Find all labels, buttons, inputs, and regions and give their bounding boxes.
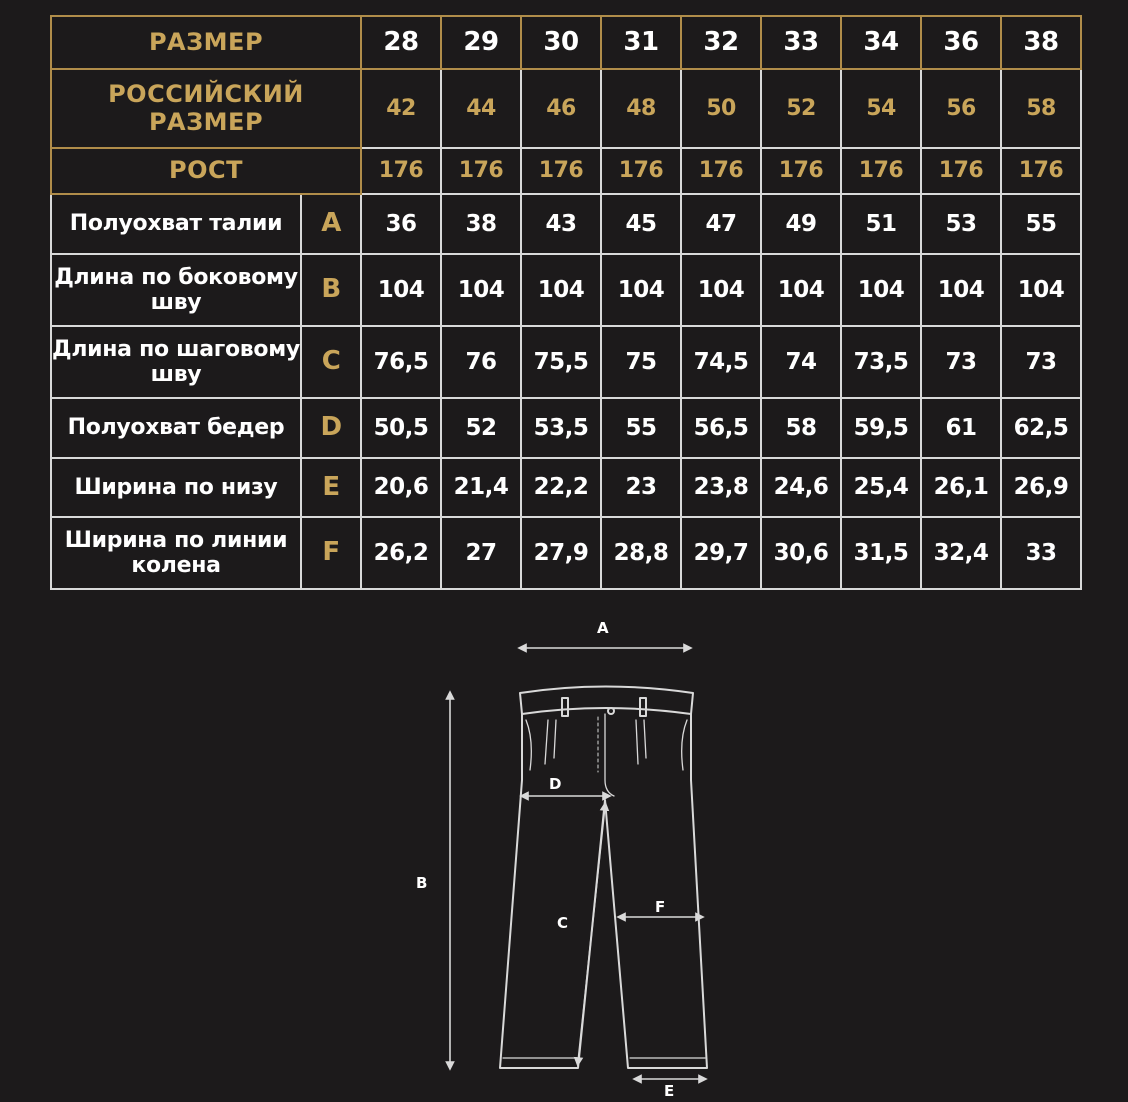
measurement-cell: 32,4 bbox=[921, 517, 1001, 589]
measurement-label: Длина по шаговому шву bbox=[51, 326, 301, 398]
measurement-cell: 28,8 bbox=[601, 517, 681, 589]
measurement-cell: 76,5 bbox=[361, 326, 441, 398]
measurement-cell: 76 bbox=[441, 326, 521, 398]
measurement-label: Длина по боковому шву bbox=[51, 254, 301, 326]
size-cell: 36 bbox=[921, 16, 1001, 69]
size-cell: 30 bbox=[521, 16, 601, 69]
measurement-cell: 73,5 bbox=[841, 326, 921, 398]
measurement-cell: 56,5 bbox=[681, 398, 761, 458]
measurement-cell: 104 bbox=[841, 254, 921, 326]
height-cell: 176 bbox=[761, 148, 841, 194]
size-header-row bbox=[51, 16, 1081, 69]
trousers-diagram bbox=[0, 600, 1128, 1102]
measurement-letter: E bbox=[301, 458, 361, 517]
measurement-letter: A bbox=[301, 194, 361, 254]
dimension-label-f: F bbox=[655, 898, 666, 916]
height-cell: 176 bbox=[601, 148, 681, 194]
dimension-label-d: D bbox=[549, 775, 562, 793]
size-cell: 33 bbox=[761, 16, 841, 69]
measurement-label: Полуохват талии bbox=[51, 194, 301, 254]
size-cell: 31 bbox=[601, 16, 681, 69]
measurement-cell: 31,5 bbox=[841, 517, 921, 589]
russian-size-cell: 58 bbox=[1001, 69, 1081, 148]
measurement-cell: 58 bbox=[761, 398, 841, 458]
measurement-cell: 104 bbox=[681, 254, 761, 326]
measurement-cell: 50,5 bbox=[361, 398, 441, 458]
measurement-cell: 104 bbox=[1001, 254, 1081, 326]
dimension-label-e: E bbox=[664, 1082, 675, 1100]
measurement-cell: 21,4 bbox=[441, 458, 521, 517]
measurement-cell: 24,6 bbox=[761, 458, 841, 517]
measurement-letter: B bbox=[301, 254, 361, 326]
measurement-row-b bbox=[51, 254, 1081, 326]
size-label: РАЗМЕР bbox=[51, 16, 361, 69]
measurement-cell: 26,1 bbox=[921, 458, 1001, 517]
russian-size-cell: 54 bbox=[841, 69, 921, 148]
size-cell: 28 bbox=[361, 16, 441, 69]
measurement-letter: C bbox=[301, 326, 361, 398]
measurement-row-a bbox=[51, 194, 1081, 254]
measurement-cell: 36 bbox=[361, 194, 441, 254]
height-cell: 176 bbox=[361, 148, 441, 194]
measurement-cell: 55 bbox=[1001, 194, 1081, 254]
height-cell: 176 bbox=[681, 148, 761, 194]
measurement-cell: 22,2 bbox=[521, 458, 601, 517]
measurement-cell: 55 bbox=[601, 398, 681, 458]
measurement-cell: 104 bbox=[921, 254, 1001, 326]
measurement-cell: 27 bbox=[441, 517, 521, 589]
height-cell: 176 bbox=[921, 148, 1001, 194]
measurement-cell: 26,2 bbox=[361, 517, 441, 589]
measurement-label: Полуохват бедер bbox=[51, 398, 301, 458]
trousers-illustration bbox=[0, 600, 1128, 1102]
measurement-label: Ширина по линии колена bbox=[51, 517, 301, 589]
measurement-cell: 104 bbox=[761, 254, 841, 326]
measurement-label: Ширина по низу bbox=[51, 458, 301, 517]
measurement-cell: 52 bbox=[441, 398, 521, 458]
measurement-cell: 30,6 bbox=[761, 517, 841, 589]
measurement-cell: 74 bbox=[761, 326, 841, 398]
measurement-row-d bbox=[51, 398, 1081, 458]
measurement-cell: 43 bbox=[521, 194, 601, 254]
size-cell: 32 bbox=[681, 16, 761, 69]
size-cell: 38 bbox=[1001, 16, 1081, 69]
measurement-cell: 49 bbox=[761, 194, 841, 254]
measurement-cell: 62,5 bbox=[1001, 398, 1081, 458]
dimension-label-a: A bbox=[597, 619, 609, 637]
russian-size-row bbox=[51, 69, 1081, 148]
measurement-cell: 61 bbox=[921, 398, 1001, 458]
height-cell: 176 bbox=[841, 148, 921, 194]
measurement-cell: 20,6 bbox=[361, 458, 441, 517]
measurement-cell: 45 bbox=[601, 194, 681, 254]
measurement-row-e bbox=[51, 458, 1081, 517]
height-cell: 176 bbox=[521, 148, 601, 194]
measurement-cell: 25,4 bbox=[841, 458, 921, 517]
measurement-row-f bbox=[51, 517, 1081, 589]
measurement-cell: 53 bbox=[921, 194, 1001, 254]
russian-size-cell: 42 bbox=[361, 69, 441, 148]
russian-size-cell: 48 bbox=[601, 69, 681, 148]
russian-size-cell: 52 bbox=[761, 69, 841, 148]
measurement-cell: 75 bbox=[601, 326, 681, 398]
measurement-cell: 104 bbox=[521, 254, 601, 326]
russian-size-cell: 50 bbox=[681, 69, 761, 148]
measurement-cell: 74,5 bbox=[681, 326, 761, 398]
russian-size-cell: 46 bbox=[521, 69, 601, 148]
measurement-cell: 104 bbox=[441, 254, 521, 326]
measurement-cell: 75,5 bbox=[521, 326, 601, 398]
height-cell: 176 bbox=[1001, 148, 1081, 194]
russian-size-cell: 56 bbox=[921, 69, 1001, 148]
height-row bbox=[51, 148, 1081, 194]
russian-size-cell: 44 bbox=[441, 69, 521, 148]
measurement-cell: 53,5 bbox=[521, 398, 601, 458]
measurement-cell: 59,5 bbox=[841, 398, 921, 458]
dimension-label-b: B bbox=[416, 874, 428, 892]
height-label: РОСТ bbox=[51, 148, 361, 194]
measurement-cell: 26,9 bbox=[1001, 458, 1081, 517]
dimension-label-c: C bbox=[557, 914, 569, 932]
measurement-cell: 104 bbox=[361, 254, 441, 326]
measurement-cell: 33 bbox=[1001, 517, 1081, 589]
size-cell: 34 bbox=[841, 16, 921, 69]
height-cell: 176 bbox=[441, 148, 521, 194]
measurement-cell: 38 bbox=[441, 194, 521, 254]
measurement-cell: 73 bbox=[1001, 326, 1081, 398]
measurement-cell: 104 bbox=[601, 254, 681, 326]
size-chart-table bbox=[50, 15, 1082, 590]
measurement-cell: 51 bbox=[841, 194, 921, 254]
measurement-cell: 29,7 bbox=[681, 517, 761, 589]
measurement-cell: 27,9 bbox=[521, 517, 601, 589]
measurement-row-c bbox=[51, 326, 1081, 398]
russian-size-label: РОССИЙСКИЙ РАЗМЕР bbox=[51, 69, 361, 148]
measurement-cell: 23 bbox=[601, 458, 681, 517]
measurement-cell: 47 bbox=[681, 194, 761, 254]
measurement-cell: 73 bbox=[921, 326, 1001, 398]
measurement-letter: F bbox=[301, 517, 361, 589]
measurement-letter: D bbox=[301, 398, 361, 458]
measurement-cell: 23,8 bbox=[681, 458, 761, 517]
size-cell: 29 bbox=[441, 16, 521, 69]
